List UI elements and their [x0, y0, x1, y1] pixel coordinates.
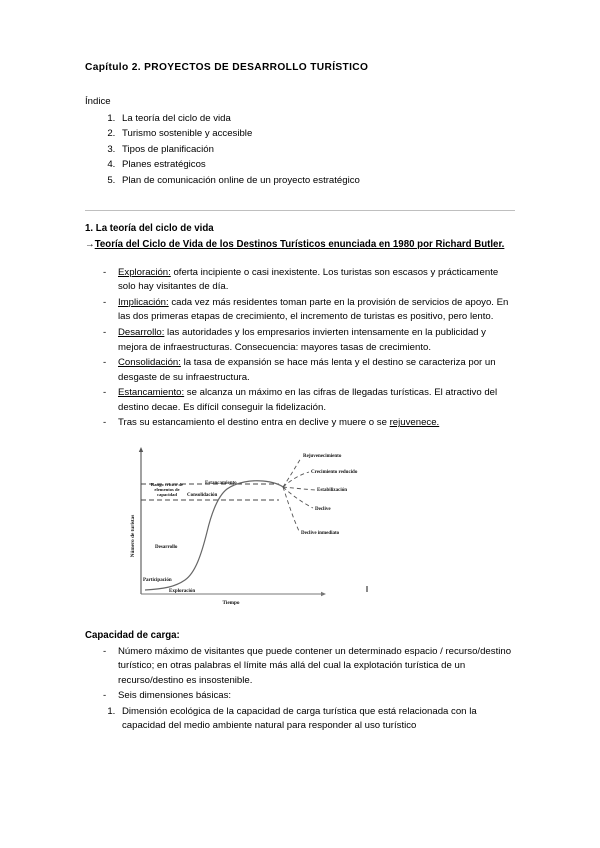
document-content — [85, 62, 515, 734]
term-body: Tras su estancamiento el destino entra en declive y muere o se — [118, 417, 390, 429]
list-item: 3. Tipos de planificación — [118, 142, 515, 158]
stage-label-estancamiento: Estancamiento — [205, 481, 237, 487]
term-body: oferta incipiente o casi inexistente. Los turistas son escasos y prácticamente solo hay visitantes de día. — [118, 266, 499, 293]
term-label: Consolidación: — [118, 357, 181, 369]
list-item: - Seis dimensiones básicas: — [85, 689, 515, 704]
term-label: Estancamiento: — [118, 387, 185, 399]
list-item: 1. Dimensión ecológica de la capacidad de carga turística que está relacionada con la capacidad del medio ambiente natural para responder al uso turístico — [118, 705, 515, 734]
x-axis-arrow-icon — [321, 592, 326, 596]
term-body: se alcanza un máximo en las cifras de llegadas turísticas. El atractivo del destino decae. Es difícil conseguir la fidelización. — [118, 387, 498, 413]
list-item — [85, 416, 515, 431]
scan-artifact-mark — [366, 586, 368, 592]
chart-xlabel: Tiempo — [222, 600, 240, 607]
capacity-band-label-line3: capacidad — [157, 492, 177, 498]
branch-declive — [283, 487, 313, 508]
index-list — [85, 111, 515, 189]
term-label: Desarrollo: — [118, 326, 165, 338]
page-title: Capítulo 2. PROYECTOS DE DESARROLLO TURÍSTICO — [85, 62, 369, 73]
outcome-label-estabilizacion: Estabilización — [317, 488, 348, 494]
list-item: 4. Planes estratégicos — [118, 157, 515, 173]
term-label: Exploración: — [118, 266, 171, 278]
chart-ylabel: Número de turistas — [130, 514, 136, 558]
list-item — [85, 356, 515, 385]
trailing-underlined-term: rejuvenece. — [389, 417, 440, 429]
index-label: Índice — [85, 95, 111, 107]
y-axis-arrow-icon — [139, 447, 143, 452]
stage-label-consolidacion: Consolidación — [187, 493, 218, 499]
outcome-label-declive-inmediato: Declive inmediato — [301, 531, 340, 537]
list-item — [85, 296, 515, 325]
butler-lifecycle-chart — [123, 444, 373, 616]
list-item — [85, 266, 515, 295]
section-divider — [85, 210, 515, 211]
arrow-glyph: → — [85, 238, 95, 250]
stage-label-desarrollo: Desarrollo — [155, 545, 178, 551]
term-body: la tasa de expansión se hace más lenta y el destino se caracteriza por un desgaste de su infraestructura. — [118, 357, 496, 383]
capacity-list — [85, 645, 515, 704]
list-item: - Número máximo de visitantes que puede contener un determinado espacio / recurso/destino turístico; en otras palabras el límite más allá del cual la explotación turística de un recurso/destino es insostenible. — [85, 645, 515, 689]
lifecycle-stage-list — [85, 266, 515, 431]
list-item: 5. Plan de comunicación online de un proyecto estratégico — [118, 173, 515, 189]
stage-label-exploracion: Exploración — [169, 589, 196, 595]
branch-rejuvenecimiento — [283, 458, 301, 487]
lifecycle-curve-svg — [123, 444, 373, 616]
branch-estabilizacion — [283, 487, 315, 490]
list-item: 1. La teoría del ciclo de vida — [118, 111, 515, 127]
capacity-band-label-line1: Rango crítico de — [150, 482, 184, 488]
outcome-label-declive: Declive — [315, 507, 331, 513]
capacity-band-label-line2: elementos de — [154, 487, 180, 493]
section-heading: 1. La teoría del ciclo de vida — [85, 223, 214, 235]
section-subheading-text: Teoría del Ciclo de Vida de los Destinos Turísticos enunciada en 1980 por Richard Butler. — [94, 238, 505, 250]
capacity-heading: Capacidad de carga: — [85, 630, 180, 642]
list-item — [85, 326, 515, 355]
outcome-label-crecimiento-reducido: Crecimiento reducido — [311, 470, 358, 476]
list-item — [85, 386, 515, 415]
list-item: 2. Turismo sostenible y accesible — [118, 126, 515, 142]
capacity-dimension-list — [85, 705, 515, 734]
term-label: Implicación: — [118, 296, 169, 308]
section-subheading — [85, 238, 515, 253]
outcome-label-rejuvenecimiento: Rejuvenecimiento — [303, 454, 342, 460]
term-body: las autoridades y los empresarios invierten intensamente en la publicidad y mejora de infraestructuras. Consecuencia: mayores tasas de crecimiento. — [118, 326, 486, 353]
branch-crecimiento-reducido — [283, 472, 309, 487]
term-body: cada vez más residentes toman parte en la provisión de servicios de apoyo. En las dos primeras etapas de crecimiento, el incremento de turistas es positivo, pero lento. — [118, 296, 509, 323]
stage-label-participacion: Participación — [143, 578, 172, 584]
